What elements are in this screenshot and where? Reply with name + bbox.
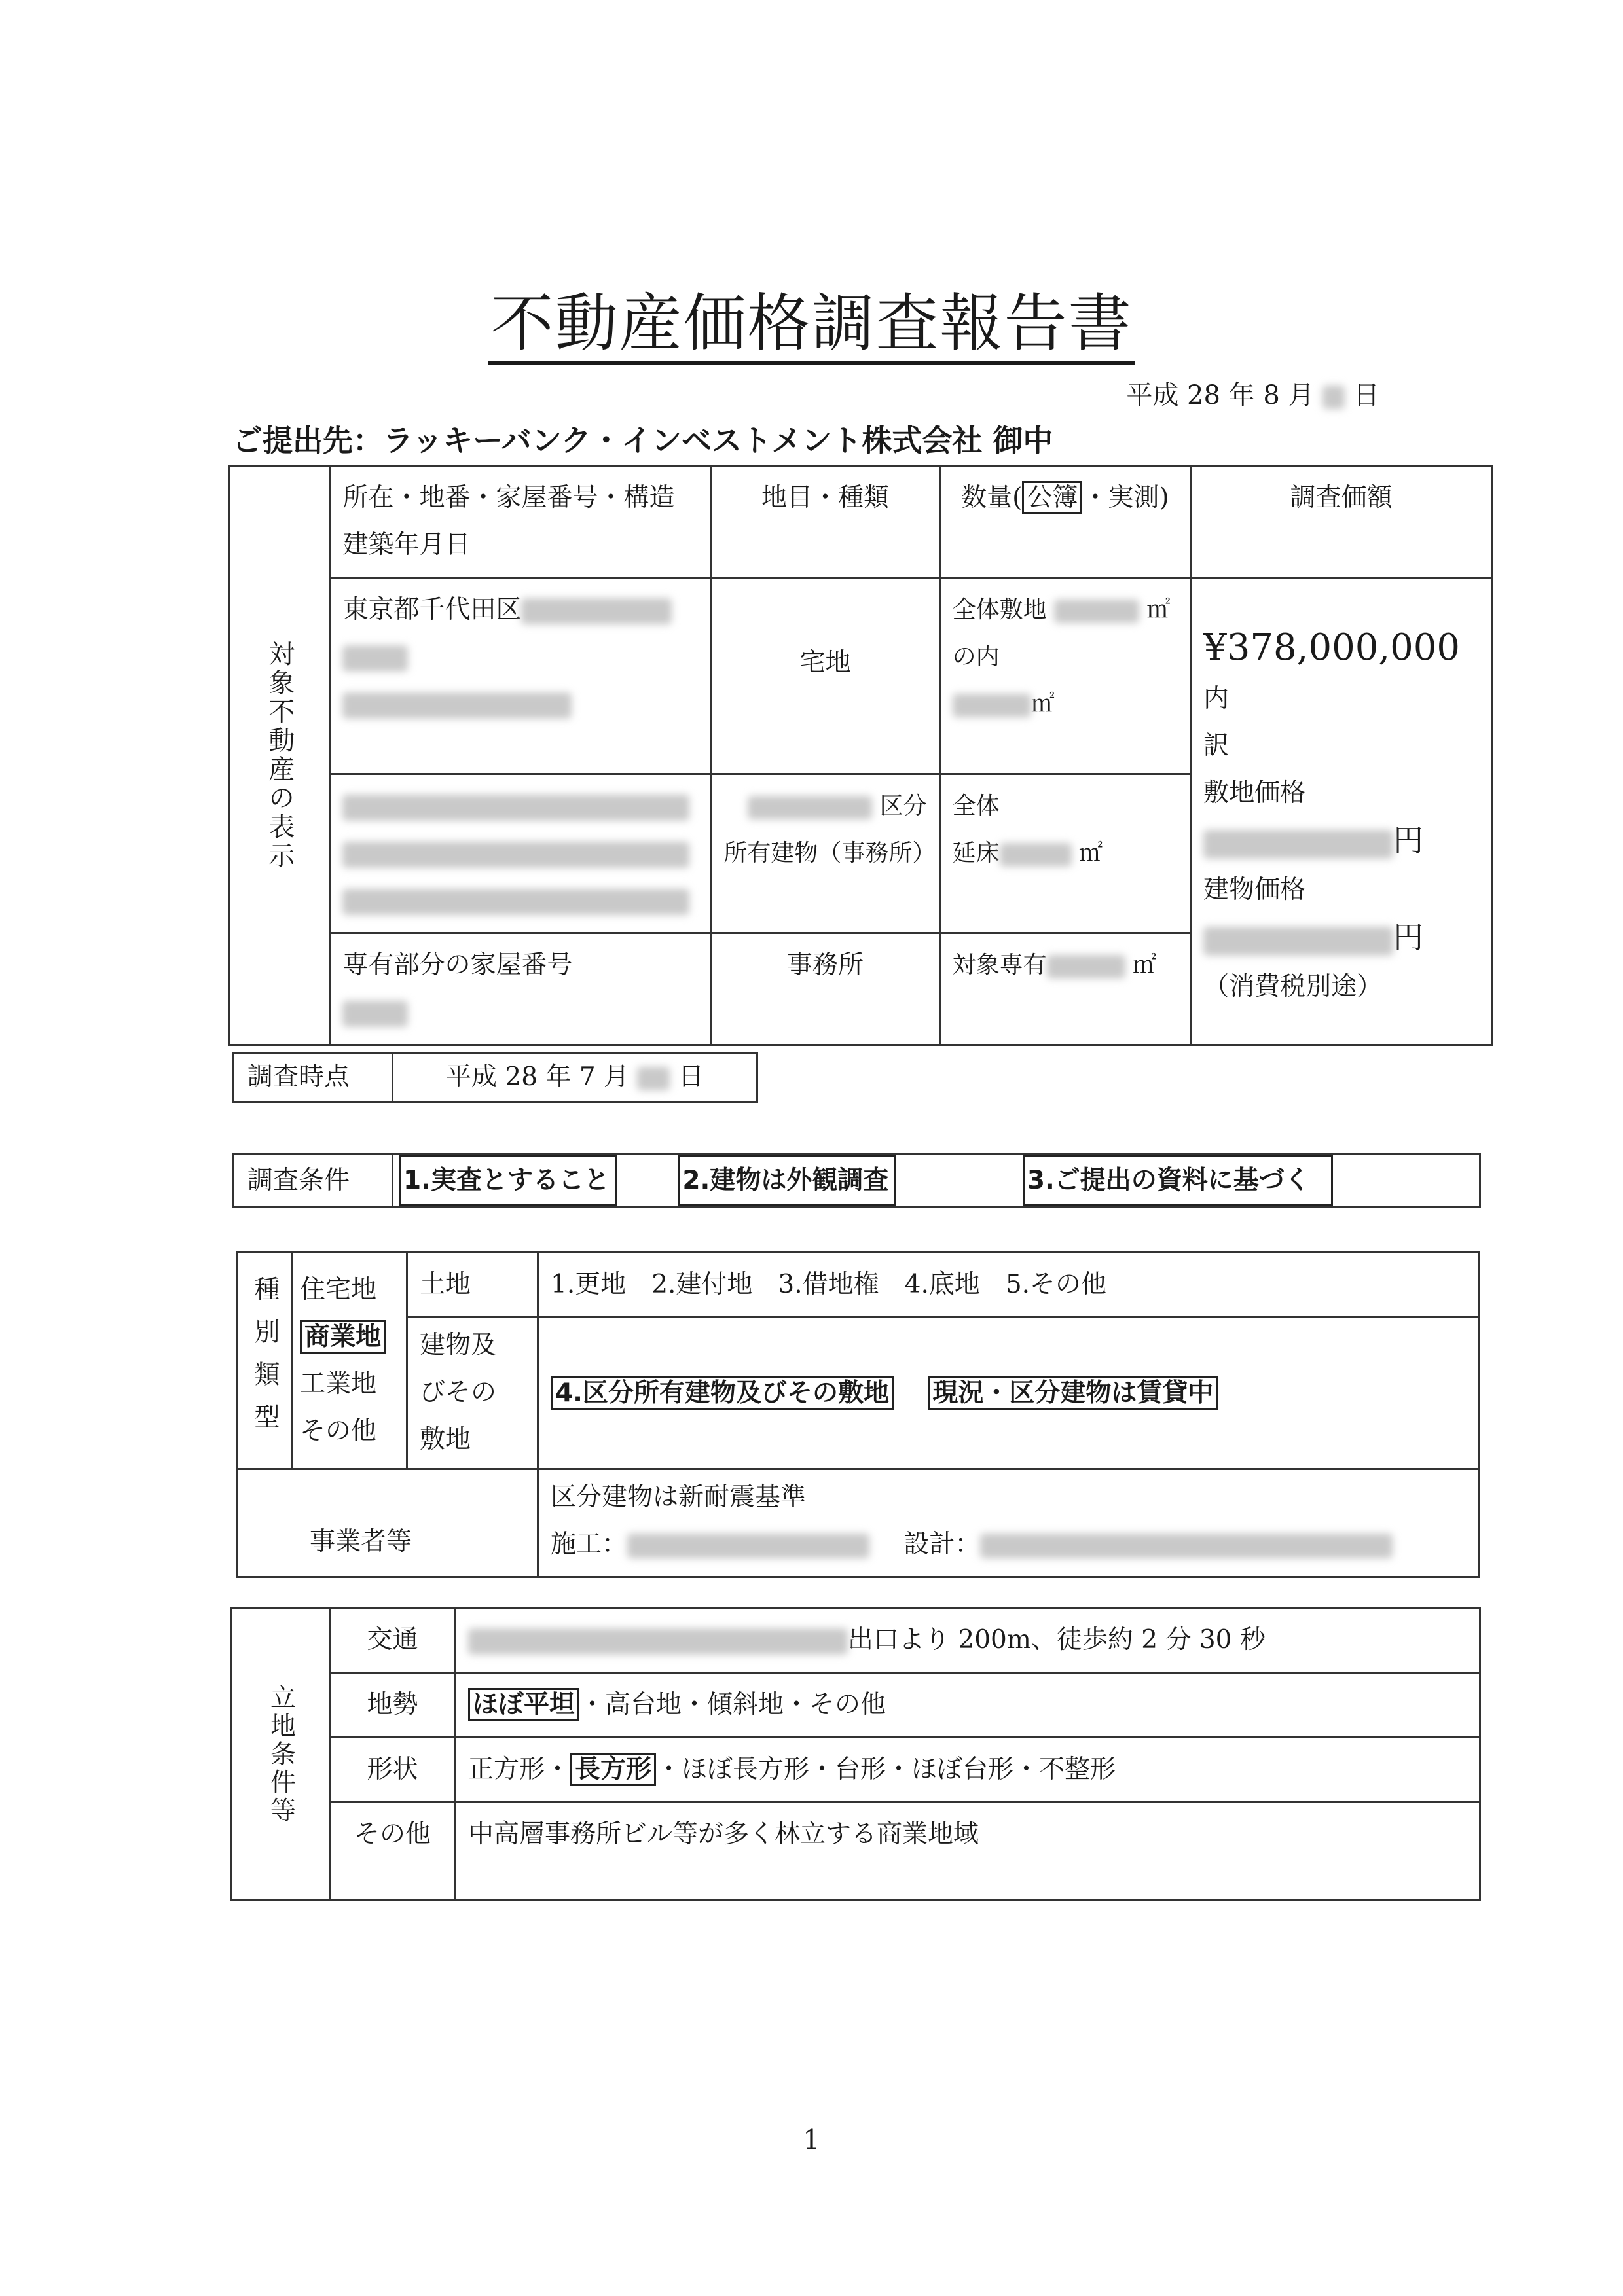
recipient: ご提出先：ラッキーバンク・インベストメント株式会社 御中 xyxy=(232,423,1053,458)
document-title: 不動産価格調査報告書 xyxy=(0,274,1623,363)
building-status: 現況・区分建物は賃貸中 xyxy=(928,1376,1218,1410)
building-category: 区分 所有建物（事務所） xyxy=(711,774,939,933)
location-header: 所在・地番・家屋番号・構造 建築年月日 xyxy=(330,466,711,578)
shape-selected: 長方形 xyxy=(570,1753,656,1786)
zone-selected: 商業地 xyxy=(300,1320,386,1354)
property-side-label: 対象不動産の表示 xyxy=(264,640,295,870)
conditions-table xyxy=(232,1153,1481,1208)
unit-category: 事務所 xyxy=(711,933,939,1045)
shape-label: 形状 xyxy=(330,1738,456,1803)
building-location xyxy=(330,774,711,933)
building-quantity: 全体 延床 ㎡ xyxy=(939,774,1191,933)
category-header: 地目・種類 xyxy=(711,466,939,578)
page-number: 1 xyxy=(803,2124,820,2156)
conditions-items xyxy=(393,1155,1480,1208)
terrain-selected: ほぼ平坦 xyxy=(468,1688,579,1721)
location-side-label: 立地条件等 xyxy=(266,1683,296,1825)
price-cell: ¥378,000,000 内 訳 敷地価格 円 建物価格 円 （消費税別途） xyxy=(1191,578,1492,1045)
quantity-header: 数量( 公簿 ・実測) xyxy=(939,466,1191,578)
building-type-selected: 4.区分所有建物及びその敷地 xyxy=(551,1376,894,1410)
shape-value: 正方形・ 長方形 ・ほぼ長方形・台形・ほぼ台形・不整形 xyxy=(456,1738,1480,1803)
survey-time-value: 平成 28 年 7 月 日 xyxy=(393,1053,757,1102)
conditions-label: 調査条件 xyxy=(234,1155,393,1208)
zone-list: 住宅地 商業地 工業地 その他 xyxy=(293,1253,407,1469)
land-quantity: 全体敷地 ㎡ の内 ㎡ xyxy=(939,578,1191,774)
transport-value: 出口より 200m、徒歩約 2 分 30 秒 xyxy=(456,1608,1480,1673)
type-side-label: 種別類型 xyxy=(250,1276,280,1446)
terrain-label: 地勢 xyxy=(330,1673,456,1738)
operators-label: 事業者等 xyxy=(237,1469,538,1577)
other-value: 中高層事務所ビル等が多く林立する商業地域 xyxy=(456,1803,1480,1901)
other-label: その他 xyxy=(330,1803,456,1901)
land-type-options: 1.更地 2.建付地 3.借地権 4.底地 5.その他 xyxy=(538,1253,1479,1318)
unit-number: 専有部分の家屋番号 xyxy=(330,933,711,1045)
condition-1: 1.実査とすること xyxy=(399,1155,617,1206)
transport-label: 交通 xyxy=(330,1608,456,1673)
terrain-value: ほぼ平坦 ・高台地・傾斜地・その他 xyxy=(456,1673,1480,1738)
building-type-value xyxy=(538,1318,1479,1469)
report-date: 平成 28 年 8 月 日 xyxy=(1126,380,1379,410)
operators-value: 区分建物は新耐震基準 施工： 設計： xyxy=(538,1469,1479,1577)
building-type-label: 建物及びその敷地 xyxy=(407,1318,538,1469)
total-price: ¥378,000,000 xyxy=(1203,626,1461,669)
land-type-label: 土地 xyxy=(407,1253,538,1318)
survey-time-table xyxy=(232,1052,758,1103)
land-location: 東京都千代田区 xyxy=(330,578,711,774)
land-category: 宅地 xyxy=(711,578,939,774)
condition-3: 3.ご提出の資料に基づく xyxy=(1023,1155,1333,1206)
quantity-selected: 公簿 xyxy=(1022,481,1082,514)
property-table xyxy=(228,465,1493,1046)
price-header: 調査価額 xyxy=(1191,466,1492,578)
unit-quantity: 対象専有 ㎡ xyxy=(939,933,1191,1045)
survey-time-label: 調査時点 xyxy=(234,1053,393,1102)
type-table xyxy=(236,1251,1480,1578)
condition-2: 2.建物は外観調査 xyxy=(678,1155,896,1206)
location-conditions-table xyxy=(230,1607,1481,1901)
